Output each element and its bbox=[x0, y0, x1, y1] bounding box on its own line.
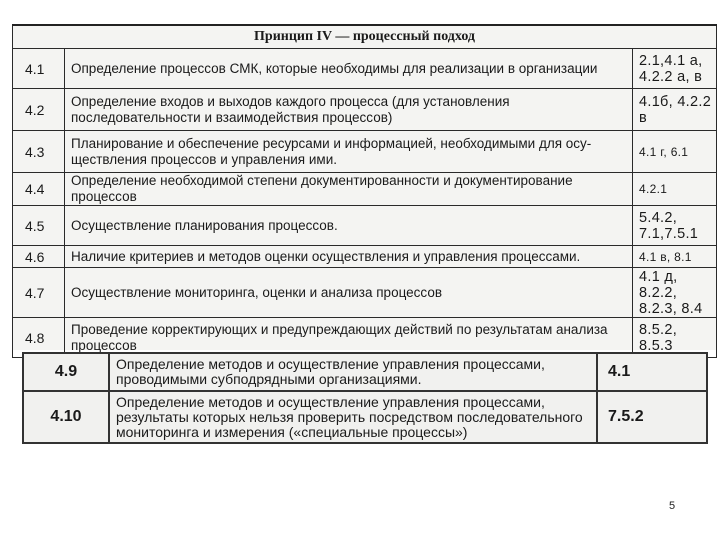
table-row bbox=[13, 49, 717, 89]
row-description: Осуществление планирования процессов. bbox=[65, 206, 633, 246]
row-description: Определение методов и осуществление управления процессами, результаты которых нельзя проверить посредством последовательного мониторинга и измерения («специальные процессы») bbox=[109, 391, 597, 443]
table-row bbox=[23, 353, 707, 391]
page-number: 5 bbox=[669, 500, 676, 512]
row-description: Определение необходимой степени документированности и документирование процессов bbox=[65, 173, 633, 206]
row-number: 4.2 bbox=[13, 89, 65, 131]
row-number: 4.3 bbox=[13, 131, 65, 173]
row-description: Планирование и обеспечение ресурсами и информацией, необходимыми для осу-ществления процессов и управления ими. bbox=[65, 131, 633, 173]
row-reference: 7.5.2 bbox=[597, 391, 707, 443]
table-title: Принцип IV — процессный подход bbox=[13, 25, 717, 49]
row-description: Осуществление мониторинга, оценки и анализа процессов bbox=[65, 268, 633, 318]
row-reference: 4.1 в, 8.1 bbox=[633, 246, 717, 268]
table-row bbox=[23, 391, 707, 443]
row-reference: 4.1 bbox=[597, 353, 707, 391]
table-row bbox=[13, 206, 717, 246]
row-description: Определение входов и выходов каждого процесса (для установления последовательности и взаимодействия процессов) bbox=[65, 89, 633, 131]
principle-iv-table bbox=[12, 24, 717, 358]
row-reference: 4.1 д, 8.2.2, 8.2.3, 8.4 bbox=[633, 268, 717, 318]
row-reference: 5.4.2, 7.1,7.5.1 bbox=[633, 206, 717, 246]
table-row bbox=[13, 246, 717, 268]
row-number: 4.9 bbox=[23, 353, 109, 391]
row-reference: 2.1,4.1 а, 4.2.2 а, в bbox=[633, 49, 717, 89]
row-description: Определение процессов СМК, которые необходимы для реализации в организации bbox=[65, 49, 633, 89]
table-row bbox=[13, 89, 717, 131]
row-number: 4.10 bbox=[23, 391, 109, 443]
row-number: 4.6 bbox=[13, 246, 65, 268]
row-number: 4.8 bbox=[13, 318, 65, 358]
table-row bbox=[13, 131, 717, 173]
row-reference: 4.2.1 bbox=[633, 173, 717, 206]
row-number: 4.4 bbox=[13, 173, 65, 206]
row-number: 4.5 bbox=[13, 206, 65, 246]
row-description: Наличие критериев и методов оценки осуществления и управления процессами. bbox=[65, 246, 633, 268]
row-description: Определение методов и осуществление управления процессами, проводимыми субподрядными организациями. bbox=[109, 353, 597, 391]
row-description: Проведение корректирующих и предупреждающих действий по результатам анализа процессов bbox=[65, 318, 633, 358]
row-number: 4.7 bbox=[13, 268, 65, 318]
row-reference: 8.5.2, 8.5.3 bbox=[633, 318, 717, 358]
row-number: 4.1 bbox=[13, 49, 65, 89]
row-reference: 4.1 г, 6.1 bbox=[633, 131, 717, 173]
row-reference: 4.1б, 4.2.2 в bbox=[633, 89, 717, 131]
table-title-row bbox=[13, 25, 717, 49]
additional-items-table bbox=[22, 352, 708, 444]
table-row bbox=[13, 173, 717, 206]
table-row bbox=[13, 268, 717, 318]
